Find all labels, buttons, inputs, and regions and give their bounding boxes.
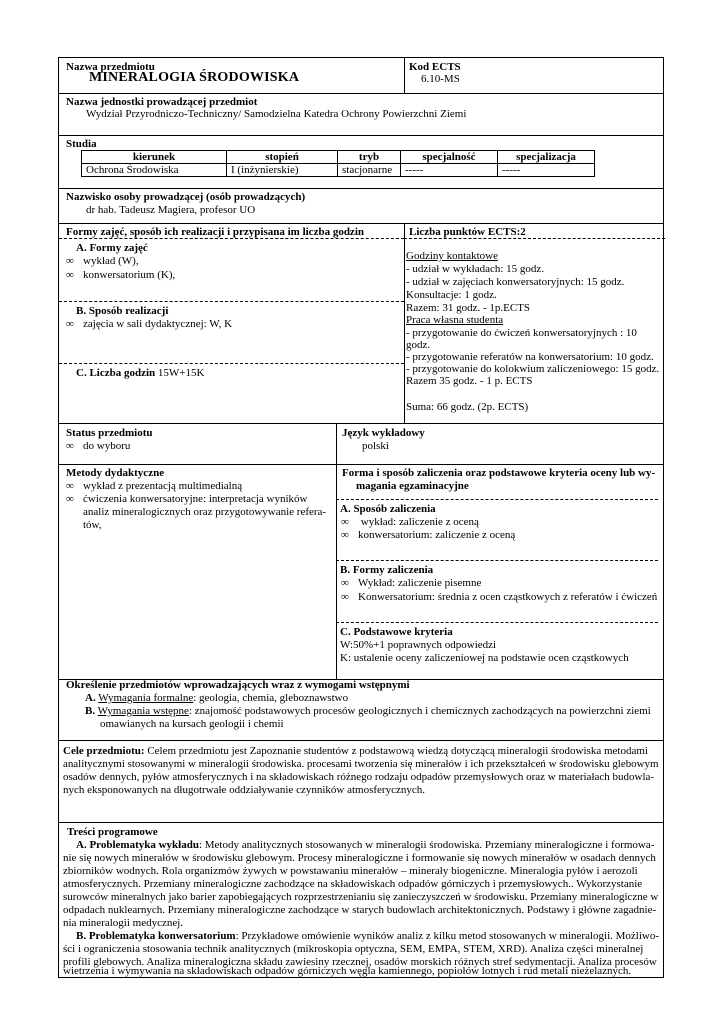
forms-b-item-1: ∞ zajęcia w sali dydaktycznej: W, K <box>66 318 233 330</box>
studies-header-specjalnosc: specjalność <box>401 151 498 164</box>
forms-a-item-1: ∞ wykład (W), <box>66 255 139 267</box>
infinity-bullet-icon: ∞ <box>66 269 74 281</box>
methods-item-2: ∞ ćwiczenia konwersatoryjne: interpretacja wyników <box>66 493 308 505</box>
infinity-bullet-icon: ∞ <box>341 529 349 541</box>
assessment-title-line-1: Forma i sposób zaliczenia oraz podstawowe kryteria oceny lub wy- <box>342 467 656 479</box>
assessment-c-line-1: W:50%+1 poprawnych odpowiedzi <box>340 639 497 651</box>
ects-sum: Suma: 66 godz. (2p. ECTS) <box>406 401 529 413</box>
own-line-4: - przygotowanie do kolokwium zaliczeniowego: 15 godz. <box>406 363 660 375</box>
content-a-line-6: odpadach nuklearnych. Przemiany mineralogiczne zachodzące w starych budowlach architektonicznych. Podstawy i główne zagadnie- <box>63 904 657 916</box>
infinity-bullet-icon: ∞ <box>341 577 349 589</box>
contact-line-2: - udział w zajęciach konwersatoryjnych: 15 godz. <box>406 276 625 288</box>
contact-line-3: Konsultacje: 1 godz. <box>406 289 497 301</box>
studies-header-stopien: stopień <box>227 151 338 164</box>
content-a-line-2: nie się nowych minerałów w środowisku glebowym. Procesy mineralogiczne i formowanie się nowych minerałów w osadach dennych <box>63 852 656 864</box>
methods-item-2-line-3: tów, <box>83 519 102 531</box>
studies-kierunek: Ochrona Środowiska <box>82 164 227 177</box>
infinity-bullet-icon: ∞ <box>66 440 74 452</box>
assessment-a-item-2: ∞ konwersatorium: zaliczenie z oceną <box>341 529 516 541</box>
assessment-a-item-1: ∞ wykład: zaliczenie z oceną <box>341 516 479 528</box>
content-a-line-3: zbiorników wodnych. Rola organizmów żywych w powstawaniu minerałów – minerały biogeniczne. Mineralogia pyłów i aerozoli <box>63 865 638 877</box>
ects-points-title: Liczba punktów ECTS:2 <box>409 226 526 238</box>
own-line-3: - przygotowanie referatów na konwersatorium: 10 godz. <box>406 351 654 363</box>
forms-a-title: A. Formy zajęć <box>76 242 148 254</box>
forms-title: Formy zajęć, sposób ich realizacji i przypisana im liczba godzin <box>66 226 364 238</box>
content-a-line-1: A. Problematyka wykładu: Metody analitycznych stosowanych w mineralogii środowiska. Przemiany mineralogiczne i formowa- <box>76 839 655 851</box>
content-b-line-2: ści i ograniczenia stosowania technik analitycznych (mikroskopia optyczna, SEM, EMPA, STEM, XRD). Analiza części mineralnej <box>63 943 644 955</box>
goals-line-4: nych eksponowanych na długotrwałe oddziaływanie czynników atmosferycznych. <box>63 784 425 796</box>
forms-b-title: B. Sposób realizacji <box>76 305 169 317</box>
studies-header-specjalizacja: specjalizacja <box>498 151 595 164</box>
contact-line-4: Razem: 31 godz. - 1p.ECTS <box>406 302 531 314</box>
assessment-c-line-2: K: ustalenie oceny zaliczeniowej na podstawie ocen cząstkowych <box>340 652 629 664</box>
prereq-a: A. Wymagania formalne: geologia, chemia, gleboznawstwo <box>85 692 349 704</box>
prereq-b: B. Wymagania wstępne: znajomość podstawowych procesów geologicznych i chemicznych zachodzących na powierzchni ziemi <box>85 705 651 717</box>
infinity-bullet-icon: ∞ <box>341 591 349 603</box>
forms-c: C. Liczba godzin 15W+15K <box>76 367 205 379</box>
content-a-line-5: surowców mineralnych jako barier zapobiegających rozprzestrzenianiu się zanieczyszczeń w środowisku. Przemiany mineralogiczne w <box>63 891 659 903</box>
methods-item-1: ∞ wykład z prezentacją multimedialną <box>66 480 243 492</box>
studies-header-tryb: tryb <box>338 151 401 164</box>
studies-stopien: I (inżynierskie) <box>227 164 338 177</box>
unit-label: Nazwa jednostki prowadzącej przedmiot <box>66 96 258 108</box>
assessment-c-title: C. Podstawowe kryteria <box>340 626 453 638</box>
infinity-bullet-icon: ∞ <box>66 493 74 505</box>
status-label: Status przedmiotu <box>66 427 153 439</box>
prereq-b-line-2: omawianych na kursach geologii i chemii <box>100 718 284 730</box>
methods-label: Metody dydaktyczne <box>66 467 165 479</box>
studies-specjalnosc: ----- <box>401 164 498 177</box>
content-b-line-3: profili glebowych. Analiza mineralogiczna składu zawiesiny rzecznej, osadów morskich różnych stref sedymentacji. Analiza procesów <box>63 956 657 968</box>
studies-header-kierunek: kierunek <box>82 151 227 164</box>
infinity-bullet-icon: ∞ <box>341 516 349 528</box>
infinity-bullet-icon: ∞ <box>66 255 74 267</box>
methods-item-2-line-2: analiz mineralogicznych oraz przygotowywanie refera- <box>83 506 327 518</box>
course-name: MINERALOGIA ŚRODOWISKA <box>89 70 300 85</box>
goals-line-3: osadów dennych, pyłów atmosferycznych i na składowiskach różnego rodzaju odpadów przemysłowych oraz w materiałach budowla- <box>63 771 655 783</box>
forms-a-item-2: ∞ konwersatorium (K), <box>66 269 176 281</box>
own-work-title: Praca własna studenta <box>406 314 504 326</box>
syllabus-frame <box>58 57 664 978</box>
assessment-b-item-1: ∞ Wykład: zaliczenie pisemne <box>341 577 482 589</box>
studies-specjalizacja: ----- <box>498 164 595 177</box>
own-line-5: Razem 35 godz. - 1 p. ECTS <box>406 375 533 387</box>
content-a-line-4: atmosferycznych. Przemiany mineralogiczne zachodzące na składowiskach odpadów górniczych i przemysłowych.. Wykorzystanie <box>63 878 643 890</box>
content-a-line-7: nia mineralogii medycznej. <box>63 917 184 929</box>
goals-line-1: Cele przedmiotu: Celem przedmiotu jest Zapoznanie studentów z podstawową wiedzą dotyczącą mineralogii środowiska metodami <box>63 745 648 757</box>
ects-code-label: Kod ECTS <box>409 61 461 73</box>
language-value: polski <box>362 440 389 452</box>
ects-code: 6.10-MS <box>421 73 460 85</box>
lecturer-name: dr hab. Tadeusz Magiera, profesor UO <box>86 204 256 216</box>
unit-name: Wydział Przyrodniczo-Techniczny/ Samodzielna Katedra Ochrony Powierzchni Ziemi <box>86 108 467 120</box>
goals-line-2: analitycznymi stosowanymi w mineralogii środowiska. procesami tworzenia się minerałów i ich przekształceń w środowisku glebowym <box>63 758 659 770</box>
studies-table <box>81 150 595 177</box>
infinity-bullet-icon: ∞ <box>66 318 74 330</box>
content-title: Treści programowe <box>67 826 158 838</box>
assessment-title-line-2: magania egzaminacyjne <box>356 480 469 492</box>
studies-tryb: stacjonarne <box>338 164 401 177</box>
content-b-line-1: B. Problematyka konwersatorium: Przykładowe omówienie wyników analiz z kilku metod stosowanych w mineralogii. Możliwo- <box>76 930 660 942</box>
studies-label: Studia <box>66 138 97 150</box>
course-name-label: Nazwa przedmiotu <box>66 61 155 73</box>
assessment-b-item-2: ∞ Konwersatorium: średnia z ocen cząstkowych z referatów i ćwiczeń <box>341 591 658 603</box>
own-line-1: - przygotowanie do ćwiczeń konwersatoryjnych : 10 <box>406 327 637 339</box>
contact-hours-title: Godziny kontaktowe <box>406 250 498 262</box>
own-line-2: godz. <box>406 339 431 351</box>
contact-line-1: - udział w wykładach: 15 godz. <box>406 263 545 275</box>
infinity-bullet-icon: ∞ <box>66 480 74 492</box>
content-b-line-4: wietrzenia i wymywania na składowiskach odpadów górniczych węgla kamiennego, popiołów lotnych i rud metali nieżelaznych. <box>63 965 632 977</box>
status-value: ∞ do wyboru <box>66 440 131 452</box>
assessment-a-title: A. Sposób zaliczenia <box>340 503 436 515</box>
language-label: Język wykładowy <box>342 427 425 439</box>
prereq-title: Określenie przedmiotów wprowadzających wraz z wymogami wstępnymi <box>66 679 410 691</box>
lecturer-label: Nazwisko osoby prowadzącej (osób prowadzących) <box>66 191 306 203</box>
assessment-b-title: B. Formy zaliczenia <box>340 564 434 576</box>
